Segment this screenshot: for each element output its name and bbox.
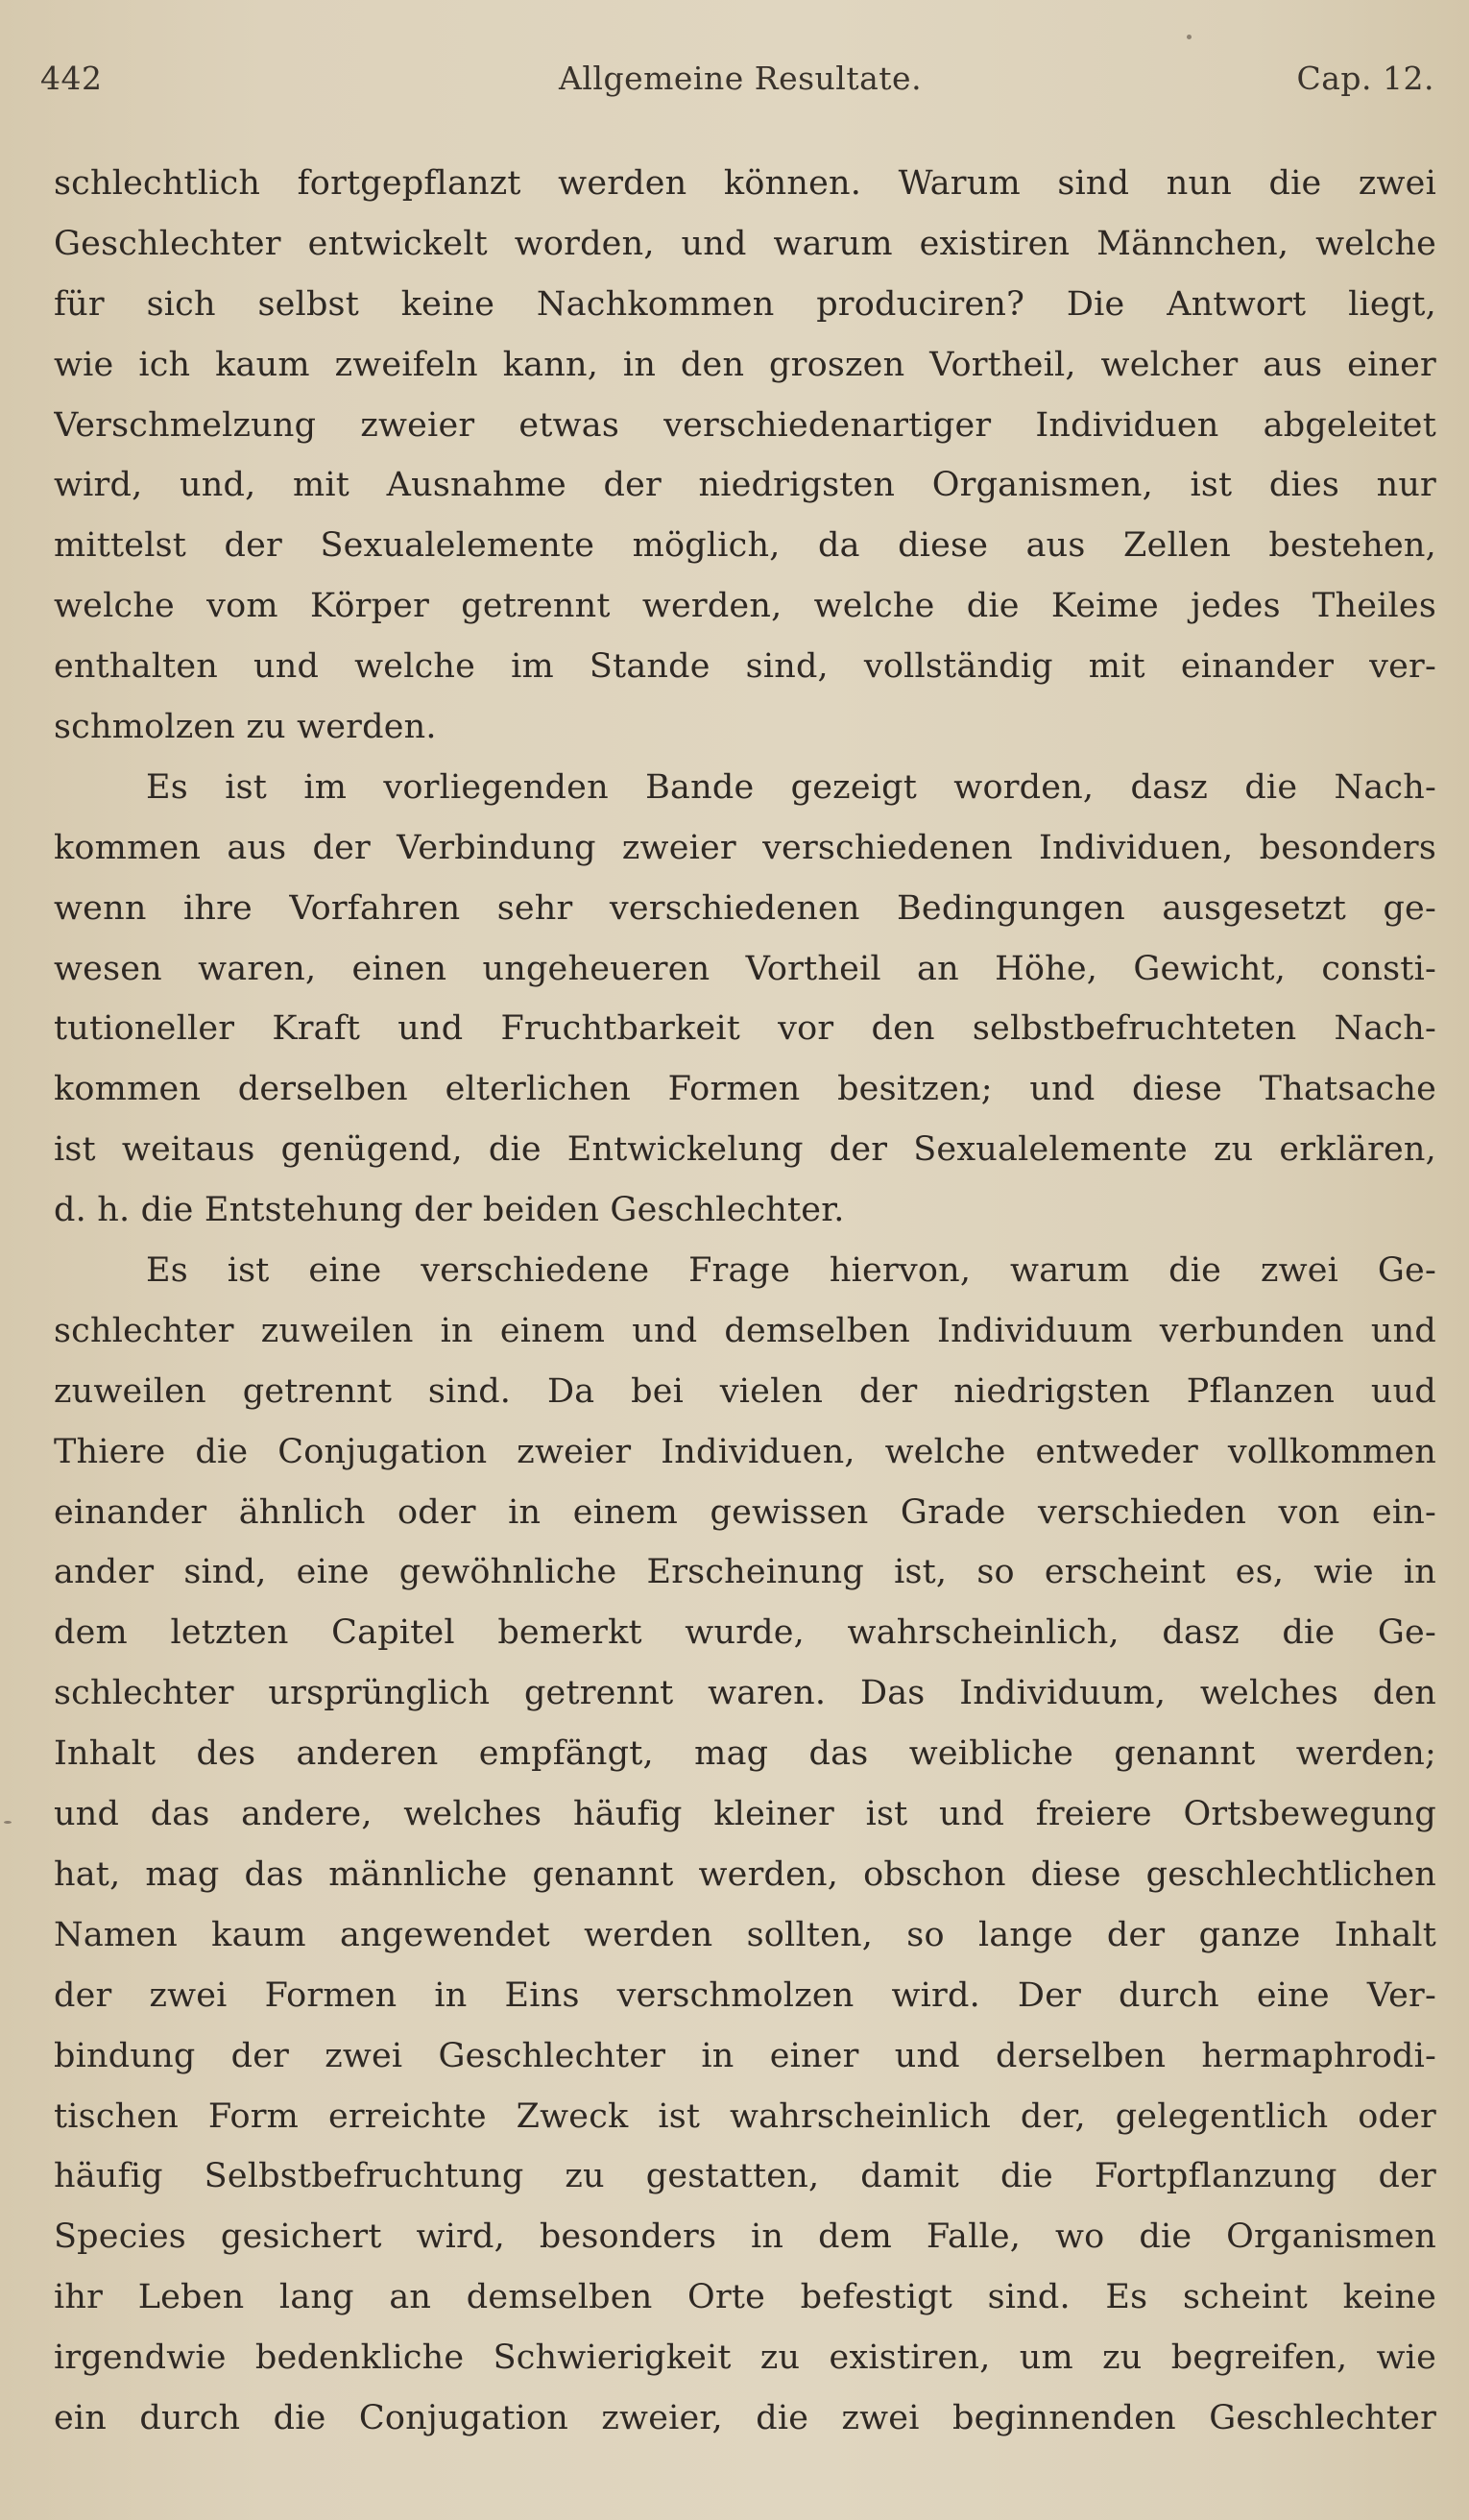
text-line: d. h. die Entstehung der beiden Geschlechter. xyxy=(54,1191,845,1230)
ink-speck xyxy=(4,1821,12,1824)
text-line: mittelst der Sexualelemente möglich, da diese aus Zellen bestehen, xyxy=(54,526,1436,566)
text-line: Geschlechter entwickelt worden, und warum existiren Männchen, welche xyxy=(54,224,1436,263)
text-line: und das andere, welches häufig kleiner ist und freiere Ortsbewegung xyxy=(54,1795,1436,1834)
page-header xyxy=(40,60,1434,117)
body-text xyxy=(54,154,1436,2449)
text-line: tutioneller Kraft und Fruchtbarkeit vor den selbstbefruchteten Nach- xyxy=(54,1009,1436,1049)
text-line: häufig Selbstbefruchtung zu gestatten, damit die Fortpflanzung der xyxy=(54,2157,1436,2196)
paragraph xyxy=(54,758,1436,1241)
text-line: ander sind, eine gewöhnliche Erscheinung ist, so erscheint es, wie in xyxy=(54,1553,1436,1592)
text-line: ist weitaus genügend, die Entwickelung der Sexualelemente zu erklären, xyxy=(54,1130,1436,1170)
text-line: irgendwie bedenkliche Schwierigkeit zu existiren, um zu begreifen, wie xyxy=(54,2338,1436,2378)
text-line: für sich selbst keine Nachkommen produciren? Die Antwort liegt, xyxy=(54,284,1436,324)
text-line: kommen derselben elterlichen Formen besitzen; und diese Thatsache xyxy=(54,1070,1436,1109)
text-line: wesen waren, einen ungeheueren Vortheil an Höhe, Gewicht, consti- xyxy=(54,949,1436,988)
text-line: wird, und, mit Ausnahme der niedrigsten Organismen, ist dies nur xyxy=(54,466,1436,505)
text-line: Namen kaum angewendet werden sollten, so lange der ganze Inhalt xyxy=(54,1915,1436,1954)
text-line: wenn ihre Vorfahren sehr verschiedenen Bedingungen ausgesetzt ge- xyxy=(54,888,1436,928)
text-line: schlechter zuweilen in einem und demselben Individuum verbunden und xyxy=(54,1311,1436,1350)
text-line: ein durch die Conjugation zweier, die zwei beginnenden Geschlechter xyxy=(54,2398,1436,2437)
text-line: schlechter ursprünglich getrennt waren. Das Individuum, welches den xyxy=(54,1674,1436,1713)
text-line: Thiere die Conjugation zweier Individuen, welche entweder vollkommen xyxy=(54,1432,1436,1471)
paragraph xyxy=(54,1241,1436,2449)
text-line: der zwei Formen in Eins verschmolzen wird. Der durch eine Ver- xyxy=(54,1975,1436,2015)
text-line: Es ist eine verschiedene Frage hiervon, warum die zwei Ge- xyxy=(146,1251,1436,1291)
text-line: welche vom Körper getrennt werden, welche die Keime jedes Theiles xyxy=(54,587,1436,626)
text-line: bindung der zwei Geschlechter in einer und derselben hermaphrodi- xyxy=(54,2036,1436,2075)
text-line: Species gesichert wird, besonders in dem Falle, wo die Organismen xyxy=(54,2217,1436,2257)
text-line: Verschmelzung zweier etwas verschiedenartiger Individuen abgeleitet xyxy=(54,405,1436,445)
text-line: zuweilen getrennt sind. Da bei vielen der niedrigsten Pflanzen uud xyxy=(54,1371,1436,1411)
text-line: einander ähnlich oder in einem gewissen Grade verschieden von ein- xyxy=(54,1492,1436,1532)
chapter-label: Cap. 12. xyxy=(1296,60,1434,97)
paragraph xyxy=(54,154,1436,758)
ink-speck xyxy=(1187,35,1192,39)
text-line: dem letzten Capitel bemerkt wurde, wahrscheinlich, dasz die Ge- xyxy=(54,1613,1436,1653)
text-line: Inhalt des anderen empfängt, mag das weibliche genannt werden; xyxy=(54,1734,1436,1774)
text-line: hat, mag das männliche genannt werden, obschon diese geschlechtlichen xyxy=(54,1854,1436,1894)
text-line: Es ist im vorliegenden Bande gezeigt worden, dasz die Nach- xyxy=(146,767,1436,807)
text-line: ihr Leben lang an demselben Orte befestigt sind. Es scheint keine xyxy=(54,2278,1436,2317)
text-line: kommen aus der Verbindung zweier verschiedenen Individuen, besonders xyxy=(54,828,1436,867)
text-line: schlechtlich fortgepflanzt werden können. Warum sind nun die zwei xyxy=(54,164,1436,203)
running-title: Allgemeine Resultate. xyxy=(559,60,923,97)
text-line: enthalten und welche im Stande sind, vollständig mit einander ver- xyxy=(54,647,1436,687)
text-line: tischen Form erreichte Zweck ist wahrscheinlich der, gelegentlich oder xyxy=(54,2096,1436,2136)
text-line: wie ich kaum zweifeln kann, in den groszen Vortheil, welcher aus einer xyxy=(54,345,1436,384)
text-line: schmolzen zu werden. xyxy=(54,708,437,747)
page-number: 442 xyxy=(40,60,103,97)
